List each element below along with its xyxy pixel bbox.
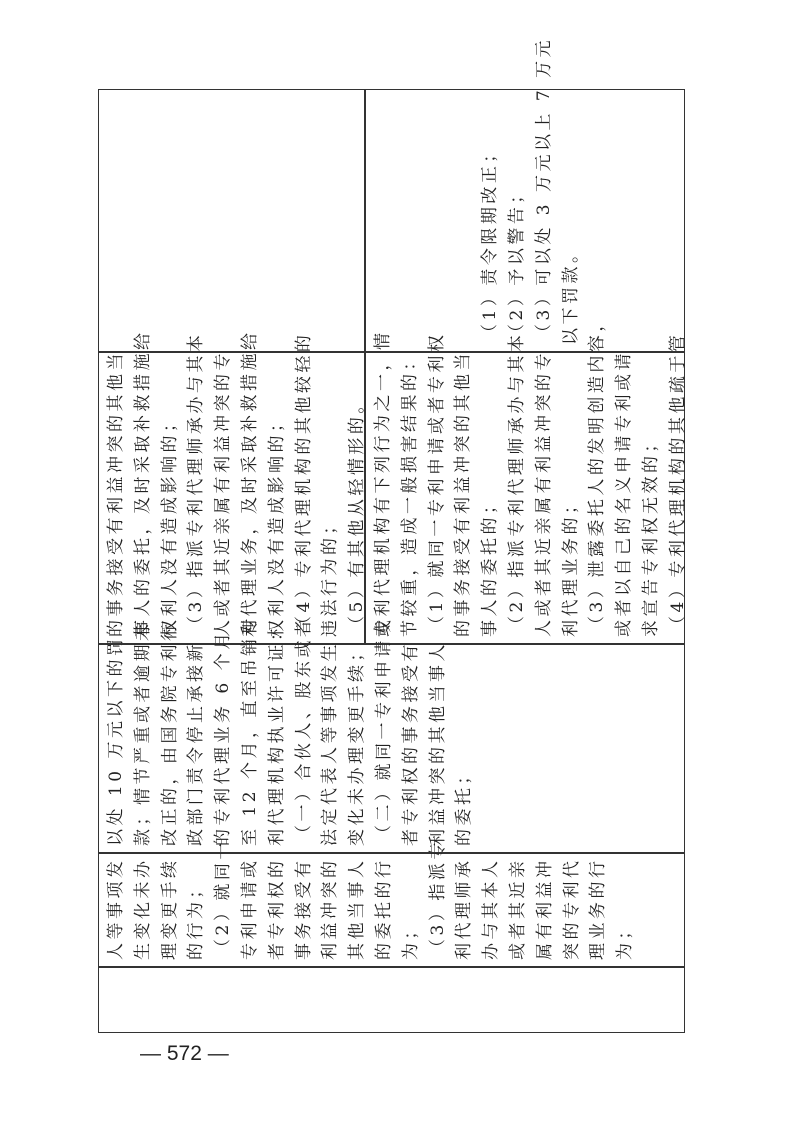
- text-line: 利益冲突的其他当事人: [427, 641, 448, 846]
- text-line: 违法行为的；: [320, 514, 341, 637]
- text-line: [397, 96, 424, 345]
- text-line: 或者以自己的名义申请专利或请: [614, 350, 635, 637]
- text-line: （3）可以处 3 万元以上 7 万元: [533, 36, 554, 341]
- text-line: 人等事项发: [106, 857, 126, 960]
- text-line: 法定代表人等事项发生: [320, 641, 341, 846]
- text-line: 权利人没有造成影响的；: [266, 411, 287, 637]
- text-line: 理业务的行: [588, 857, 609, 960]
- text-line: 权利人没有造成影响的；: [159, 411, 180, 637]
- page-number: — 572 —: [140, 1042, 229, 1065]
- text-line: 以下罚款。: [560, 242, 581, 345]
- text-line: 以处 10 万元以下的罚: [106, 635, 126, 846]
- text-line: 者专利权的: [266, 857, 287, 960]
- text-line: 事人的委托的；: [480, 493, 501, 637]
- text-line: （4）专利代理机构的其他较轻的: [293, 331, 314, 633]
- text-line: 利代理业务的；: [560, 493, 581, 637]
- text-line: 节较重，造成一般损害结果的：: [399, 350, 420, 637]
- text-line: 或者其近亲: [507, 857, 528, 960]
- text-line: （2）予以警告；: [506, 183, 527, 341]
- text-line: （3）指派专利代理师承办与其本: [186, 331, 207, 633]
- text-line: （2）就同一: [213, 839, 234, 956]
- table-cell-penalty-measures: [365, 36, 685, 352]
- text-line: 的事务接受有利益冲突的其他当: [453, 350, 474, 637]
- table-cell-empty-penalty: [98, 89, 365, 352]
- text-line: 的事务接受有利益冲突的其他当: [106, 350, 126, 637]
- text-line: （5）有其他从轻情形的。: [347, 393, 368, 633]
- text-line: 利代理业务，及时采取补救措施给: [239, 329, 260, 637]
- text-line: 的行为；: [186, 878, 207, 960]
- text-line: 人或者其近亲属有利益冲突的专: [533, 350, 554, 637]
- text-line: 属有利益冲: [534, 857, 555, 960]
- table-cell-empty: [98, 967, 685, 1033]
- text-line: （1）责令限期改正；: [480, 142, 501, 341]
- text-line: 为；: [615, 919, 636, 960]
- text-line: [450, 96, 477, 345]
- text-line: （二）就同一专利申请或: [373, 616, 394, 842]
- text-line: [424, 96, 451, 345]
- text-line: （1）就同一专利申请或者专利权: [426, 331, 447, 633]
- text-line: （4）专利代理机构的其他疏于管: [667, 331, 688, 633]
- text-line: 利代理机构执业许可证：: [266, 620, 287, 846]
- text-line: （一）合伙人、股东或者: [293, 616, 314, 842]
- text-line: 其他当事人: [347, 857, 368, 960]
- text-line: 理变更手续: [159, 857, 180, 960]
- rotated-regulation-table: [98, 36, 688, 1033]
- text-line: 利代理师承: [454, 857, 475, 960]
- text-line: 生变化未办: [132, 857, 153, 960]
- text-line: 事人的委托，及时采取补救措施给: [132, 329, 153, 637]
- table-cell-serious-circumstances: [365, 311, 688, 644]
- table-cell-violation-continued: [98, 839, 685, 967]
- text-line: 的专利代理业务 6 个月: [213, 629, 234, 846]
- text-line: 者专利权的事务接受有: [400, 641, 421, 846]
- text-line: 的委托；: [454, 764, 475, 846]
- table-cell-penalty-basis: [98, 615, 685, 853]
- text-line: 为；: [400, 919, 421, 960]
- text-line: （3）泄露委托人的发明创造内容，: [587, 311, 608, 633]
- text-line: 改正的，由国务院专利行: [159, 620, 180, 846]
- text-line: 变化未办理变更手续；: [347, 641, 368, 846]
- text-line: 至 12 个月，直至吊销专: [239, 615, 260, 846]
- text-line: 专利申请或: [239, 857, 260, 960]
- text-line: 办与其本人: [481, 857, 502, 960]
- text-line: 突的专利代: [561, 857, 582, 960]
- table-cell-lighter-circumstances: [98, 329, 368, 644]
- text-line: 政部门责令停止承接新: [186, 641, 207, 846]
- text-line: 利益冲突的: [320, 857, 341, 960]
- text-line: 求宣告专利权无效的；: [640, 432, 661, 637]
- text-line: 的委托的行: [373, 857, 394, 960]
- text-line: （2）指派专利代理师承办与其本: [506, 331, 527, 633]
- text-line: 款；情节严重或者逾期未: [132, 620, 153, 846]
- text-line: 事务接受有: [293, 857, 314, 960]
- text-line: [370, 96, 397, 345]
- text-line: 人或者其近亲属有利益冲突的专: [213, 350, 234, 637]
- text-line: 专利代理机构有下列行为之一，情: [373, 329, 393, 637]
- text-line: （3）指派专: [427, 839, 448, 956]
